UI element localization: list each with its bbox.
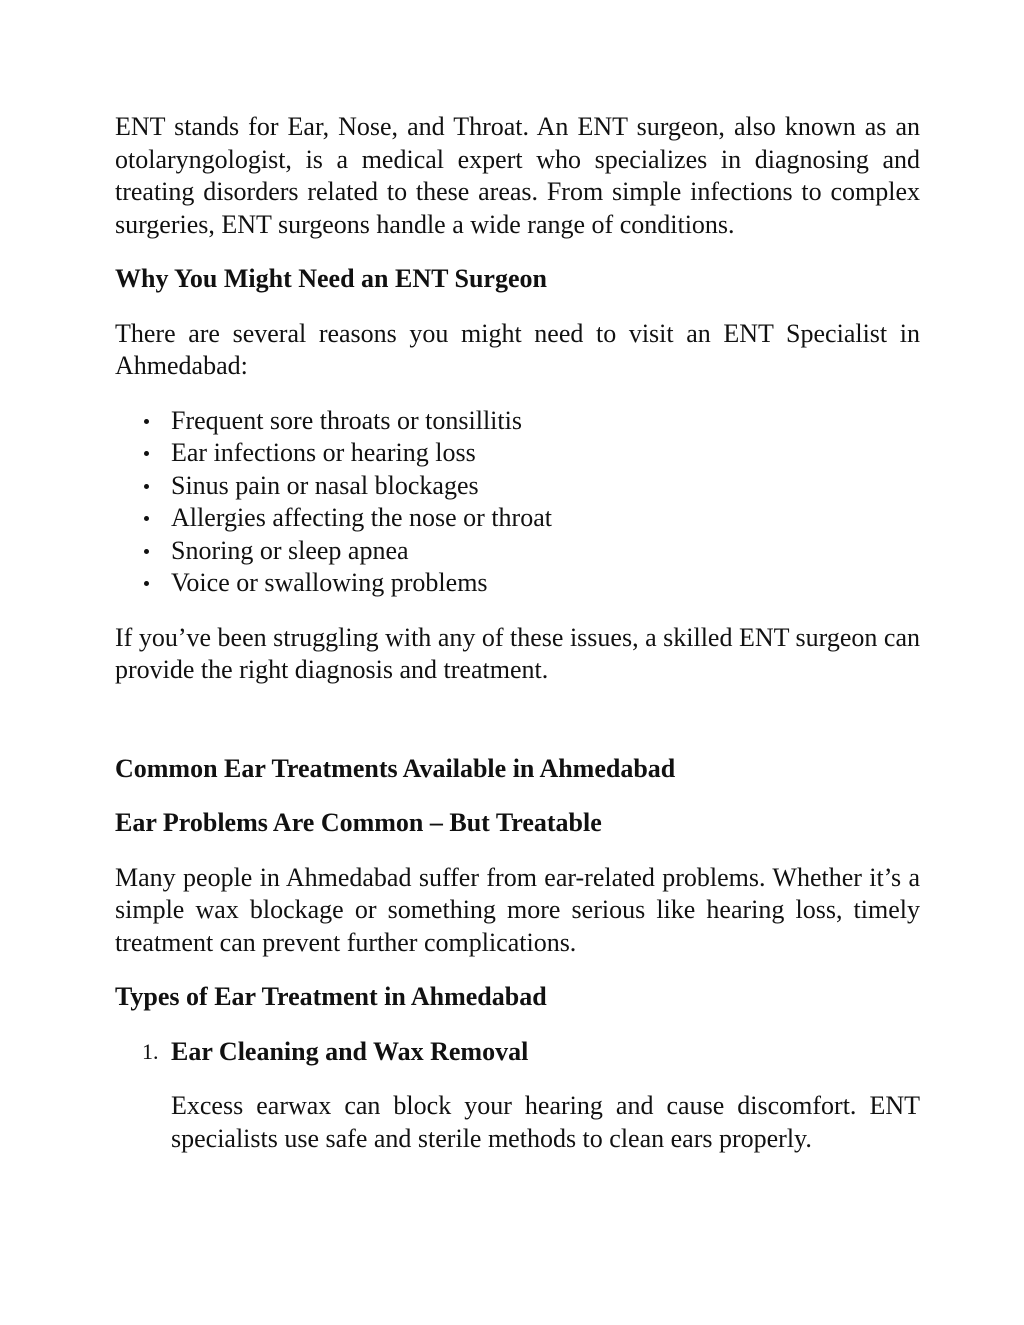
bullet-icon [144, 516, 149, 521]
section-heading-why-ent: Why You Might Need an ENT Surgeon [115, 264, 547, 293]
bullet-icon [144, 581, 149, 586]
section-heading-ear-treatments: Common Ear Treatments Available in Ahmedabad [115, 753, 676, 783]
list-item: Allergies affecting the nose or throat [115, 502, 920, 535]
section-spacer [115, 687, 920, 731]
list-item: Snoring or sleep apnea [115, 535, 920, 568]
bullet-icon [144, 451, 149, 456]
ear-problems-paragraph: Many people in Ahmedabad suffer from ear-related problems. Whether it’s a simple wax blockage or something more serious like hearing loss, timely treatment can prevent further complications. [115, 862, 920, 957]
reasons-closing-paragraph: If you’ve been struggling with any of these issues, a skilled ENT surgeon can provide the right diagnosis and treatment. [115, 622, 920, 684]
reasons-lead-paragraph: There are several reasons you might need to visit an ENT Specialist in Ahmedabad: [115, 318, 920, 380]
document-page [115, 111, 920, 1155]
subheading-types-of-treatment: Types of Ear Treatment in Ahmedabad [115, 982, 547, 1011]
bullet-icon [144, 484, 149, 489]
numbered-item [115, 1036, 920, 1069]
list-item: Voice or swallowing problems [115, 567, 920, 600]
item-number: 1. [142, 1038, 159, 1064]
bullet-icon [144, 549, 149, 554]
reasons-list [115, 405, 920, 600]
subheading-ear-problems: Ear Problems Are Common – But Treatable [115, 808, 602, 837]
item-description: Excess earwax can block your hearing and cause discomfort. ENT specialists use safe and sterile methods to clean ears properly. [171, 1091, 920, 1153]
list-item: Ear infections or hearing loss [115, 437, 920, 470]
list-item: Sinus pain or nasal blockages [115, 470, 920, 503]
list-item: Frequent sore throats or tonsillitis [115, 405, 920, 438]
item-title: Ear Cleaning and Wax Removal [171, 1036, 529, 1066]
bullet-icon [144, 419, 149, 424]
intro-paragraph: ENT stands for Ear, Nose, and Throat. An ENT surgeon, also known as an otolaryngologist, is a medical expert who specializes in diagnosing and treating disorders related to these areas. From simple infections to complex surgeries, ENT surgeons handle a wide range of conditions. [115, 112, 920, 239]
